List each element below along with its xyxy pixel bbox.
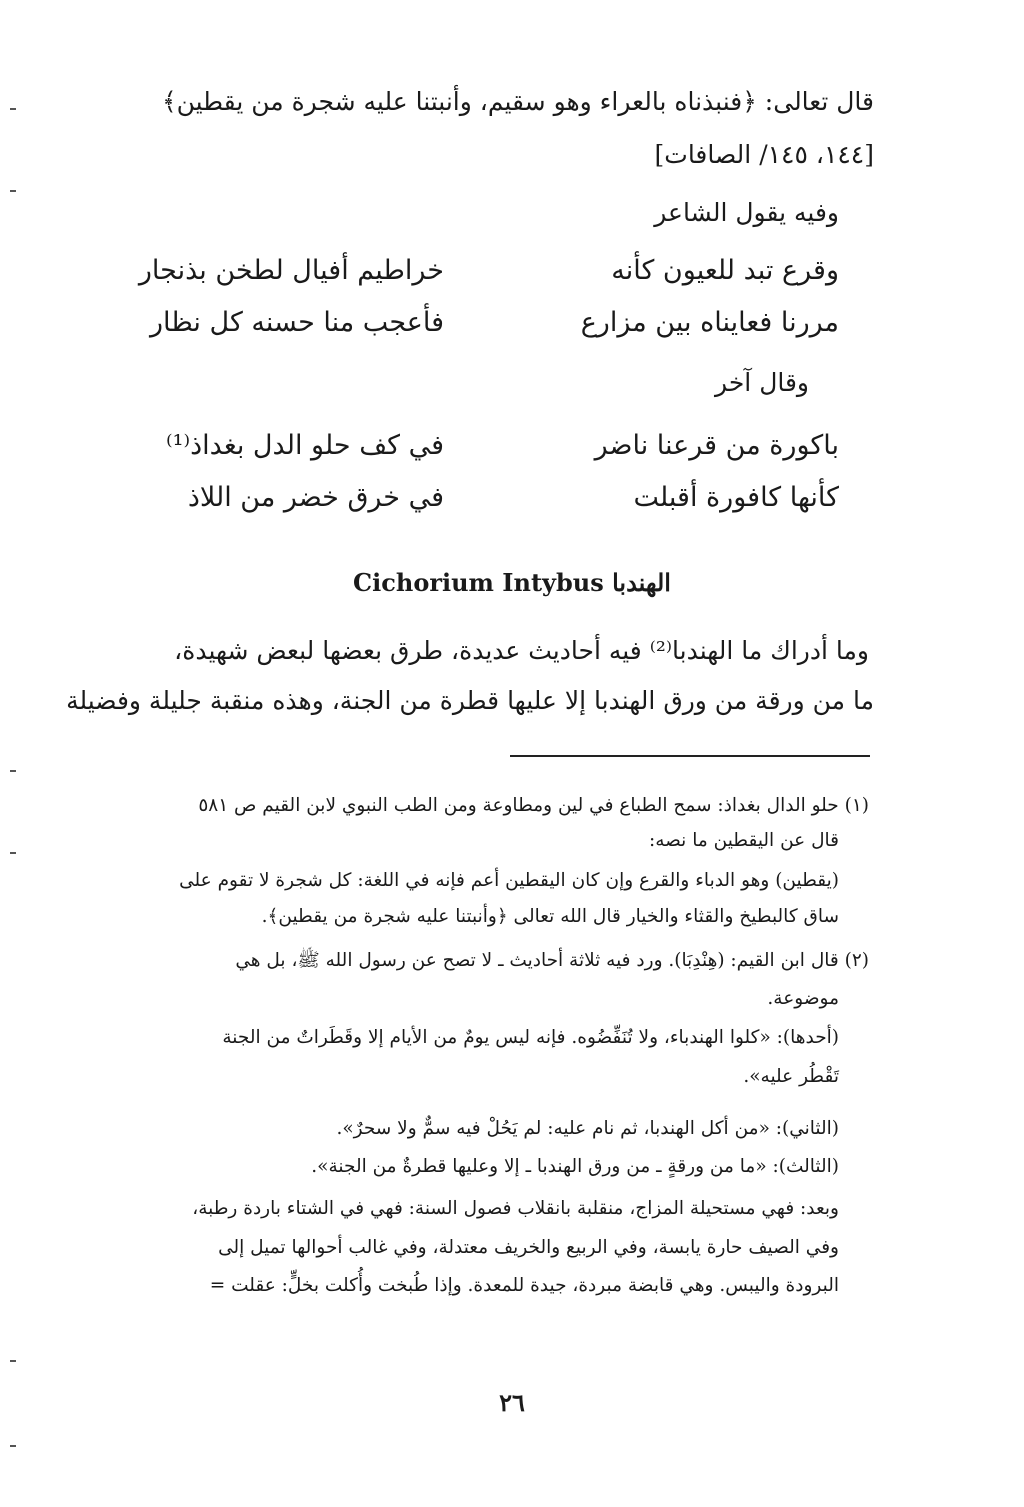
footnote-line: البرودة واليبس. وهي قابضة مبردة، جيدة للمعدة. وإذا طُبخت وأُكلت بخلٍّ: عقلت = [209, 1275, 839, 1296]
body-line: وما أدراك ما الهندبا⁽²⁾ فيه أحاديث عديدة، طرق بعضها لبعض شهيدة، [174, 636, 869, 665]
footnote-line: وفي الصيف حارة يابسة، وفي الربيع والخريف معتدلة، وفي غالب أحوالها تميل إلى [218, 1237, 839, 1258]
footnote-line: قال عن اليقطين ما نصه: [648, 830, 839, 851]
verse-first-hemistich: باكورة من قرعنا ناضر [594, 430, 839, 461]
scan-mark [10, 108, 16, 110]
footnote-line: (٢) قال ابن القيم: (هِنْدِبَا). ورد فيه ثلاثة أحاديث ـ لا تصح عن رسول الله ﷺ، بل هي [235, 950, 869, 971]
heading-latin-name: Cichorium Intybus [353, 568, 604, 597]
verse-second-hemistich: خراطيم أفيال لطخن بذنجار [138, 255, 444, 286]
verse-first-hemistich: كأنها كافورة أقبلت [633, 482, 839, 513]
verse-second-hemistich: في كف حلو الدل بغداذ⁽¹⁾ [166, 430, 444, 461]
body-line: ما من ورقة من ورق الهندبا إلا عليها قطرة من الجنة، وهذه منقبة جليلة وفضيلة [66, 686, 874, 715]
scan-mark [10, 852, 16, 854]
verse-first-hemistich: وقرع تبد للعيون كأنه [611, 255, 839, 286]
scan-mark [10, 190, 16, 192]
footnote-line: وبعد: فهي مستحيلة المزاج، منقلبة بانقلاب فصول السنة: فهي في الشتاء باردة رطبة، [192, 1198, 839, 1219]
poet-intro: وفيه يقول الشاعر [654, 198, 839, 227]
footnote-line: (الثاني): «من أكل الهندبا، ثم نام عليه: لم يَحُلْ فيه سمٌّ ولا سحرٌ». [336, 1118, 839, 1139]
scan-mark [10, 1445, 16, 1447]
verse-first-hemistich: مررنا فعايناه بين مزارع [580, 307, 839, 338]
scan-mark [10, 770, 16, 772]
verse-second-hemistich: في خرق خضر من اللاذ [187, 482, 444, 513]
quran-reference: [١٤٤، ١٤٥/ الصافات] [654, 140, 874, 169]
verse-second-hemistich: فأعجب منا حسنه كل نظار [150, 307, 444, 338]
footnote-divider [510, 755, 870, 757]
heading-arabic-name: الهندبا [612, 568, 671, 597]
footnote-line: (أحدها): «كلوا الهندباء، ولا تُنَفِّضُوه. فإنه ليس يومٌ من الأيام إلا وقَطَراتٌ من الجنة [222, 1027, 839, 1048]
footnote-line: موضوعة. [767, 988, 839, 1009]
section-heading [0, 568, 1024, 597]
footnote-line: ساق كالبطيخ والقثاء والخيار قال الله تعالى ﴿وأنبتنا عليه شجرة من يقطين﴾. [261, 906, 839, 927]
quran-quote-line: قال تعالى: ﴿فنبذناه بالعراء وهو سقيم، وأنبتنا عليه شجرة من يقطين﴾ [161, 87, 874, 116]
footnote-line: تَقْطُر عليه». [743, 1066, 839, 1087]
footnote-line: (يقطين) وهو الدباء والقرع وإن كان اليقطين أعم فإنه في اللغة: كل شجرة لا تقوم على [179, 870, 839, 891]
page-number: ٢٦ [499, 1388, 525, 1417]
scan-mark [10, 1360, 16, 1362]
second-poet-intro: وقال آخر [715, 368, 809, 397]
footnote-line: (الثالث): «ما من ورقةٍ ـ من ورق الهندبا ـ إلا وعليها قطرةٌ من الجنة». [311, 1156, 839, 1177]
footnote-line: (١) حلو الدال بغداذ: سمح الطباع في لين ومطاوعة ومن الطب النبوي لابن القيم ص ٥٨١ [198, 795, 869, 816]
